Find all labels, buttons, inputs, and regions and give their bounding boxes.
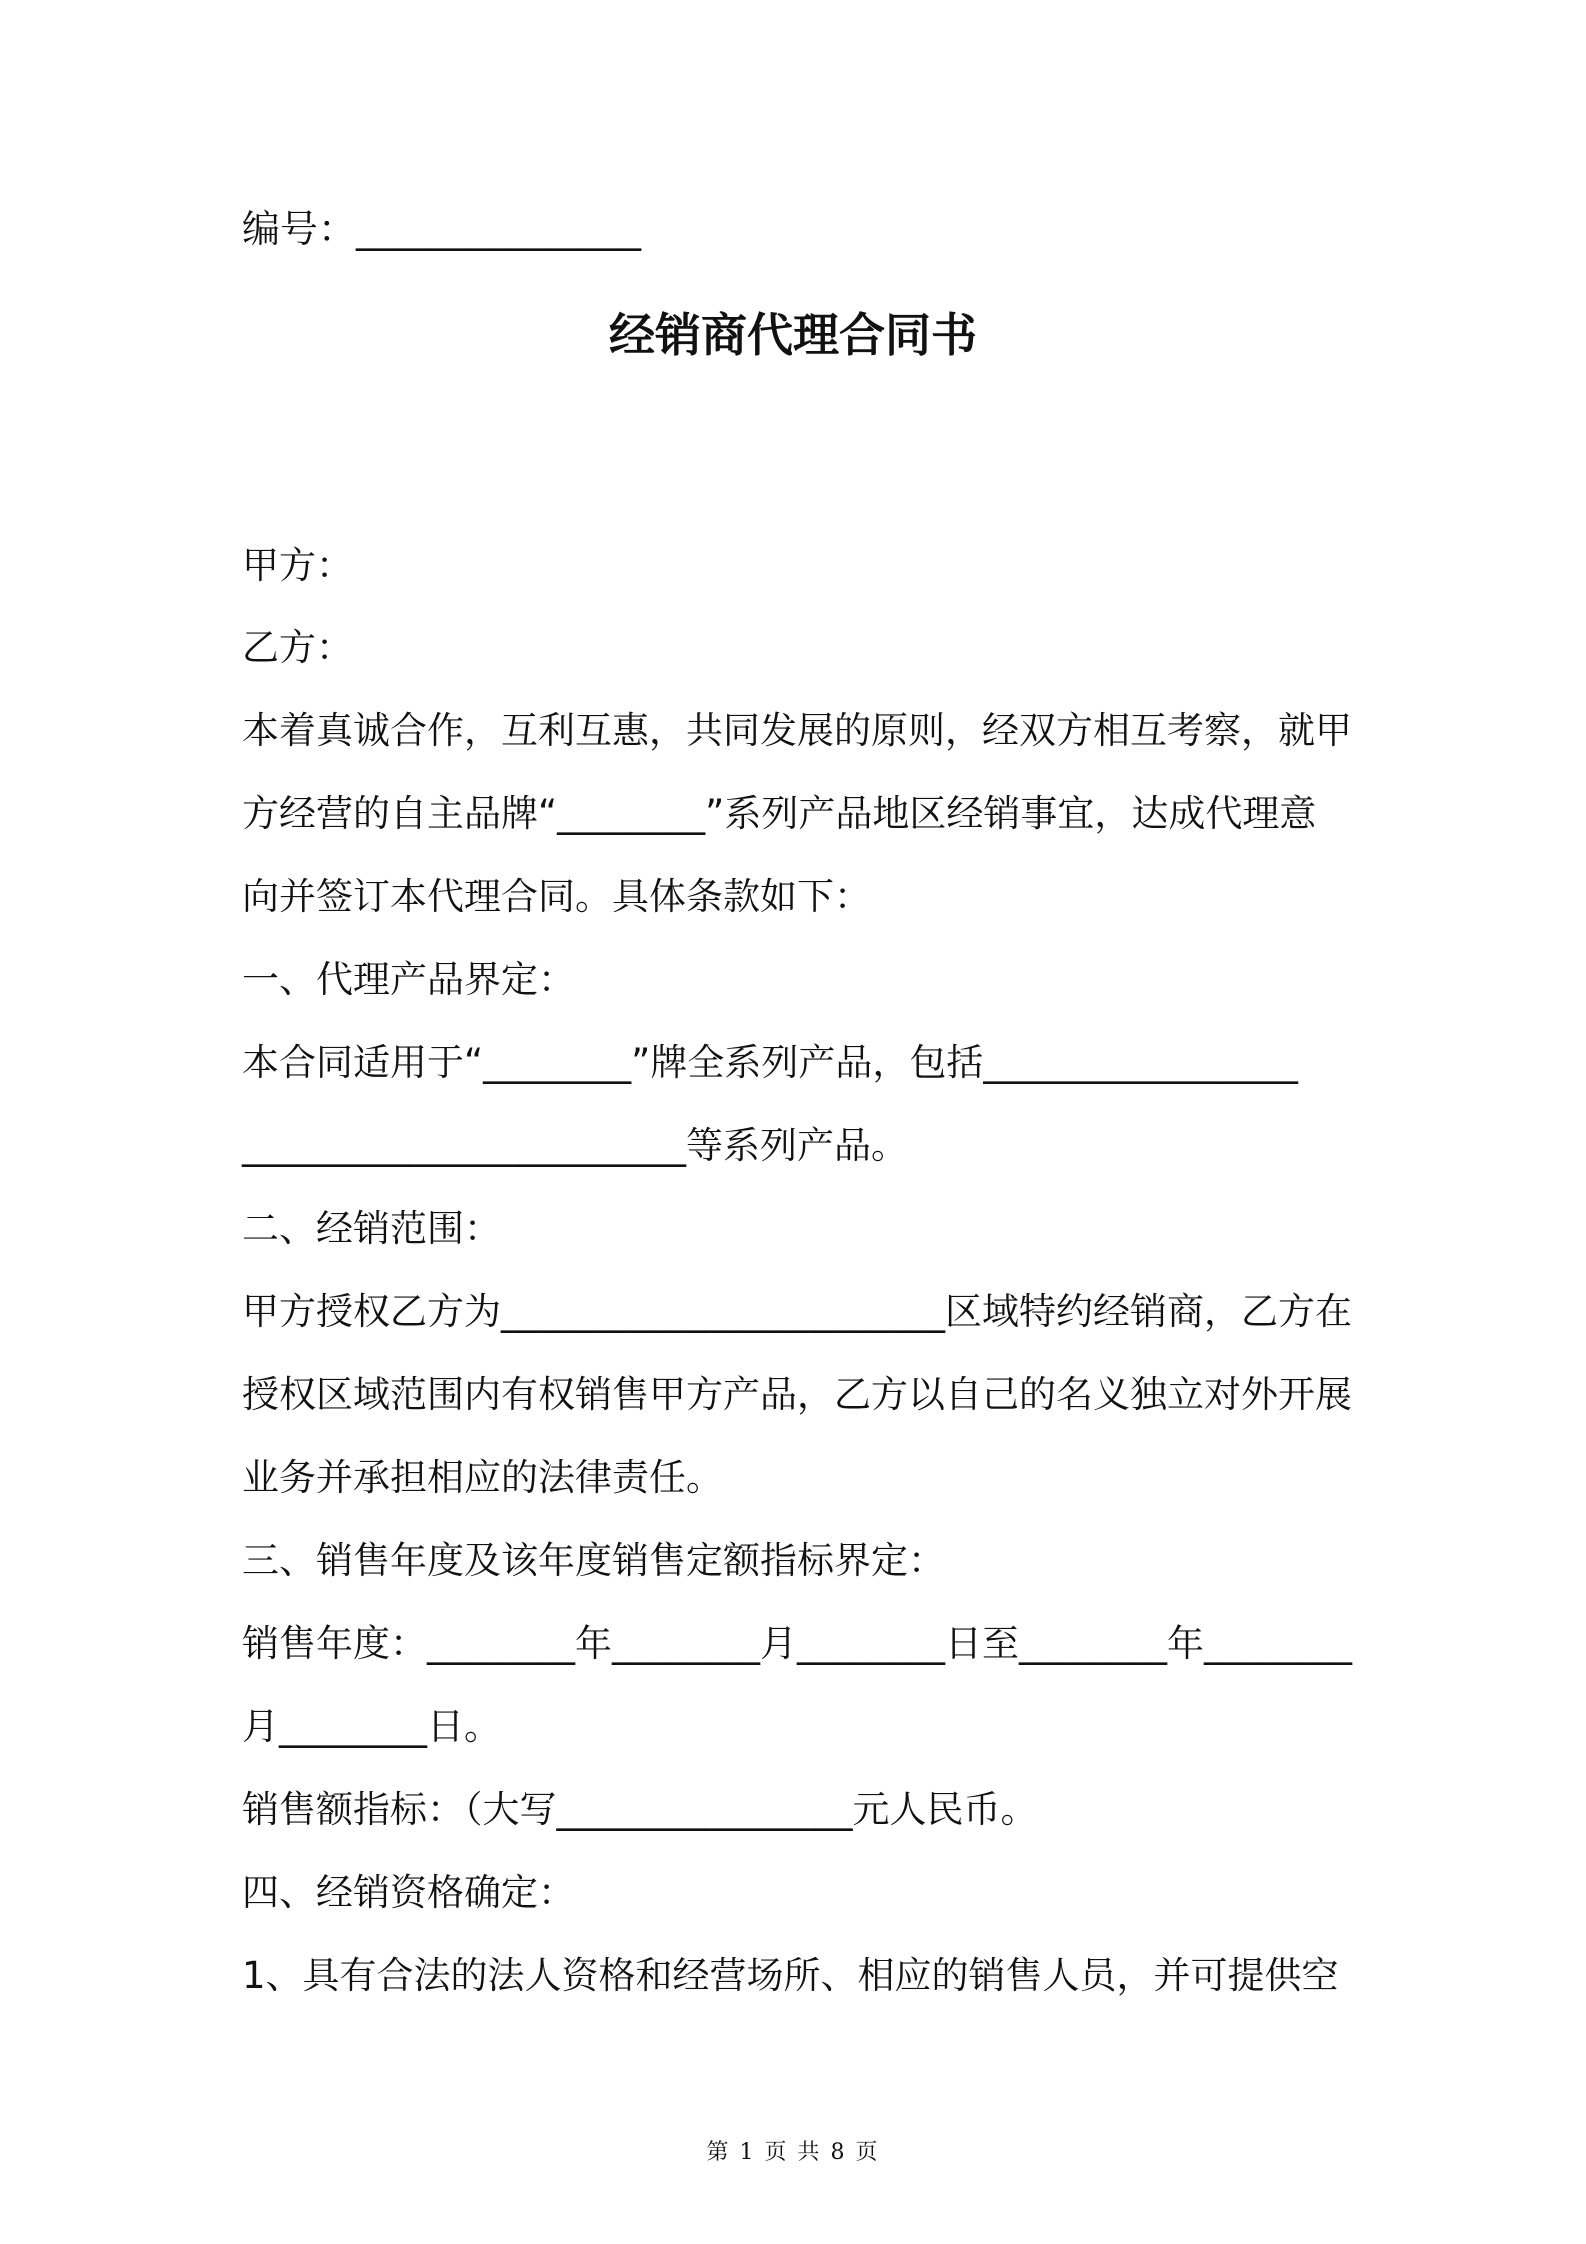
section-1-line-2: ________________________等系列产品。 (242, 1124, 908, 1167)
section-3-line-2: 月________日。 (242, 1705, 501, 1748)
document-title: 经销商代理合同书 (609, 308, 977, 362)
section-3-line-3: 销售额指标：（大写________________元人民币。 (242, 1788, 1038, 1831)
section-3-line-1: 销售年度：________年________月________日至________年________ (242, 1622, 1352, 1665)
party-b-line: 乙方： (242, 626, 353, 669)
section-1-heading: 一、代理产品界定： (242, 958, 575, 1001)
section-4-line-1: 1、具有合法的法人资格和经营场所、相应的销售人员，并可提供空 (242, 1954, 1339, 1997)
intro-line-3: 向并签订本代理合同。具体条款如下： (242, 875, 871, 918)
section-2-heading: 二、经销范围： (242, 1207, 501, 1250)
section-2-line-1: 甲方授权乙方为________________________区域特约经销商，乙方在 (242, 1290, 1352, 1333)
section-3-heading: 三、销售年度及该年度销售定额指标界定： (242, 1539, 945, 1582)
section-2-line-2: 授权区域范围内有权销售甲方产品，乙方以自己的名义独立对外开展 (242, 1373, 1352, 1416)
intro-line-2: 方经营的自主品牌“________”系列产品地区经销事宜，达成代理意 (242, 792, 1317, 835)
section-4-heading: 四、经销资格确定： (242, 1871, 575, 1914)
section-2-line-3: 业务并承担相应的法律责任。 (242, 1456, 723, 1499)
page-number-footer: 第 1 页 共 8 页 (706, 2140, 880, 2165)
intro-line-1: 本着真诚合作，互利互惠，共同发展的原则，经双方相互考察，就甲 (242, 709, 1352, 752)
serial-number-line: 编号：_______________ (242, 207, 642, 251)
section-1-line-1: 本合同适用于“________”牌全系列产品，包括_________________ (242, 1041, 1298, 1084)
party-a-line: 甲方： (242, 544, 353, 587)
